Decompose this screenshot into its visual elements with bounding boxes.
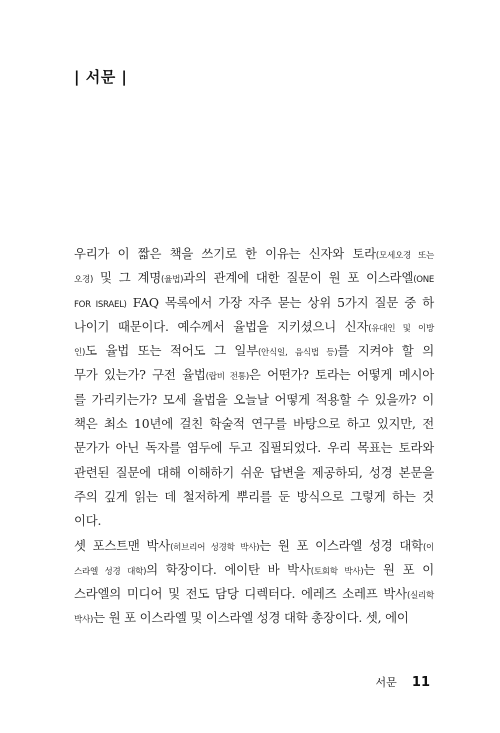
text-line [74, 266, 434, 290]
parenthetical-note: 박사) [74, 615, 94, 626]
text-line [74, 461, 434, 485]
parenthetical-note: (모세오경 또는 [375, 251, 434, 261]
text-line [74, 606, 434, 630]
parenthetical-note: 인) [74, 348, 86, 359]
parenthetical-note: (랍비 전통) [205, 372, 249, 383]
text-run: 는 원 포 이스라엘 성경 대학 [259, 537, 423, 553]
text-run: 는 원 포 이스라엘 및 이스라엘 성경 대학 총장이다. 셋, 에이 [93, 610, 409, 626]
parenthetical-note: 스라엘 성경 대학) [74, 566, 147, 577]
text-run: 관련된 질문에 대해 이해하기 쉬운 답변을 제공하되, 성경 본문을 [74, 464, 434, 480]
text-run: 나이기 때문이다. 예수께서 율법을 지키셨으니 신자 [74, 318, 369, 334]
parenthetical-note: (안식일, 음식법 등) [257, 348, 338, 359]
page-footer [376, 671, 430, 690]
text-run: 은 어떤가? 토라는 어떻게 메시아 [248, 367, 435, 383]
parenthetical-note: (율법) [161, 275, 184, 286]
parenthetical-note: (히브리어 성경학 박사) [170, 542, 260, 553]
text-run: 책은 최소 10년에 걸친 학술적 연구를 바탕으로 하고 있지만, 전 [74, 416, 434, 432]
text-line [74, 558, 434, 582]
text-line [74, 534, 434, 558]
parenthetical-note: (실리학 [406, 591, 434, 602]
parenthetical-note: (유대인 및 이방 [368, 323, 434, 334]
text-line [74, 242, 434, 266]
text-run: 를 가리키는가? 모세 율법을 오늘날 어떻게 적용할 수 있을까? 이 [74, 391, 434, 407]
text-run: 셋 포스트맨 박사 [74, 537, 171, 553]
text-run: 의 학장이다. 에이탄 바 박사 [146, 561, 311, 577]
text-run: 과의 관계에 대한 질문이 원 포 이스라엘 [183, 270, 414, 286]
text-run: 우리가 이 짧은 책을 쓰기로 한 이유는 신자와 토라 [74, 246, 376, 261]
text-line [74, 509, 434, 533]
text-line [74, 315, 434, 339]
text-line [74, 291, 434, 315]
parenthetical-note: FOR ISRAEL) [74, 299, 127, 310]
text-line [74, 436, 434, 460]
text-line [74, 339, 434, 363]
parenthetical-note: 오경) [74, 275, 94, 286]
section-heading: | 서문 | [74, 68, 128, 86]
preface-body [74, 242, 434, 631]
text-run: 주의 깊게 읽는 데 철저하게 뿌리를 둔 방식으로 그렇게 하는 것 [74, 488, 434, 504]
text-run: 이다. [74, 513, 102, 529]
text-line [74, 412, 434, 436]
text-line [74, 582, 434, 606]
parenthetical-note: (토회학 박사) [310, 566, 364, 577]
text-run: 문가가 아닌 독자를 염두에 두고 집필되었다. 우리 목표는 토라와 [74, 440, 434, 456]
text-run: 무가 있는가? 구전 율법 [74, 367, 206, 383]
text-run: 및 그 계명 [93, 270, 162, 286]
text-line [74, 388, 434, 412]
parenthetical-note: (이 [422, 542, 435, 553]
text-run: 스라엘의 미디어 및 전도 담당 디렉터다. 에레즈 소레프 박사 [74, 586, 407, 602]
parenthetical-note: (ONE [413, 275, 434, 286]
text-line [74, 363, 434, 387]
text-line [74, 485, 434, 509]
text-run: 는 원 포 이 [363, 561, 435, 577]
text-run: 를 지켜야 할 의 [337, 343, 434, 359]
text-run: 도 율법 또는 적어도 그 일부 [85, 343, 258, 359]
text-run: FAQ 목록에서 가장 자주 묻는 상위 5가지 질문 중 하 [126, 294, 435, 310]
running-footer-section: 서문 [375, 676, 397, 689]
page-number: 11 [411, 675, 430, 690]
